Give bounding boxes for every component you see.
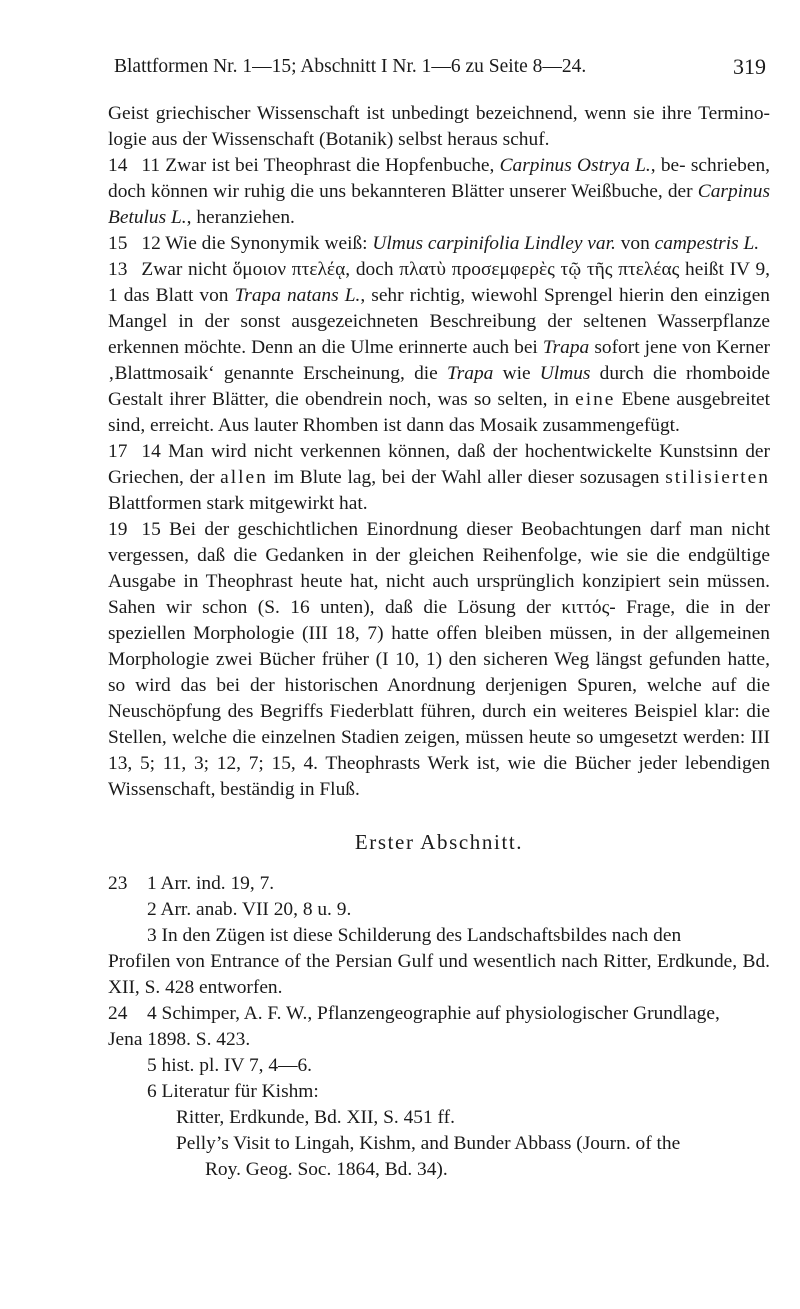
note-text: Ritter, Erdkunde, Bd. XII, S. 451 ff. — [176, 1107, 455, 1128]
line-marker: 15 — [108, 233, 128, 254]
note-6-ref-2 — [108, 1131, 770, 1157]
note-text: Jena 1898. S. 423. — [108, 1029, 251, 1050]
note-text: 1 Arr. ind. 19, 7. — [147, 873, 275, 894]
paragraph-text: 11 Zwar ist bei Theophrast die Hopfenbuche, Carpinus Ostrya L., be- schrieben, doch können wir ruhig die uns bekannteren Blätter unserer Weißbuche, der Carpinus Betulus L., heranziehen. — [108, 155, 770, 228]
paragraph-text: 15 Bei der geschichtlichen Einordnung dieser Beobachtungen darf man nicht vergessen, daß die Gedanken in der gleichen Reihenfolge, wie sie die endgültige Ausgabe in Theophrast heute hat, nicht auch ursprünglich konzipiert sein müssen. Sahen wir schon (S. 16 unten), daß die Lösung der κιττός- Frage, die in der speziellen Morphologie (III 18, 7) hatte offen bleiben müssen, in der allgemeinen Morphologie zwei Bücher früher (I 10, 1) den sicheren Weg längst gefunden hatte, so wird das bei der historischen Anordnung derjenigen Spuren, welche auf die Neuschöpfung des Begriffs Fiederblatt führen, durch ein weiteres Beispiel klar: die Stellen, welche die einzelnen Stadien zeigen, müssen heute so umgesetzt werden: III 13, 5; 11, 3; 12, 7; 15, 4. Theophrasts Werk ist, wie die Bücher jeder lebendigen Wissenschaft, beständig in Fluß. — [108, 519, 770, 800]
page-number: 319 — [733, 54, 766, 79]
paragraph-note-13 — [108, 257, 770, 439]
section-heading: Erster Abschnitt. — [354, 830, 524, 854]
paragraph-continuation — [108, 101, 770, 153]
paragraph-note-11 — [108, 153, 770, 231]
note-4 — [108, 1001, 770, 1027]
line-marker: 19 — [108, 519, 128, 540]
paragraph-note-12 — [108, 231, 770, 257]
page-body — [108, 101, 770, 1183]
line-marker: 14 — [108, 155, 128, 176]
note-3-continued — [108, 949, 770, 1001]
paragraph-note-14 — [108, 439, 770, 517]
note-text: Roy. Geog. Soc. 1864, Bd. 34). — [205, 1159, 448, 1180]
note-2 — [108, 897, 770, 923]
paragraph-text: 14 Man wird nicht verkennen können, daß der hochentwickelte Kunstsinn der Griechen, der allen im Blute lag, bei der Wahl aller dieser sozusagen stilisierten Blattformen stark mitgewirkt hat. — [108, 441, 770, 514]
note-text: 5 hist. pl. IV 7, 4—6. — [147, 1055, 313, 1076]
note-text: 2 Arr. anab. VII 20, 8 u. 9. — [147, 899, 352, 920]
paragraph-note-15 — [108, 517, 770, 803]
running-head-title: Blattformen Nr. 1—15; Abschnitt I Nr. 1—6 zu Seite 8—24. — [114, 56, 587, 77]
note-text: Pelly’s Visit to Lingah, Kishm, and Bunder Abbass (Journ. of the — [176, 1133, 681, 1154]
note-text: 6 Literatur für Kishm: — [147, 1081, 319, 1102]
note-6-ref-1 — [108, 1105, 770, 1131]
paragraph-text: Zwar nicht ὅμοιον πτελέᾳ, doch πλατὺ προσεμφερὲς τῷ τῆς πτελέας heißt IV 9, 1 das Blatt von Trapa natans L., sehr richtig, wiewohl Sprengel hierin den einzigen Mangel in der sonst ausgezeichneten Beschreibung der seltenen Wasserpflanze erkennen möchte. Denn an die Ulme erinnerte auch bei Trapa sofort jene von Kerner ‚Blattmosaik‘ genannte Erscheinung, die Trapa wie Ulmus durch die rhomboide Gestalt ihrer Blätter, die obendrein noch, was so selten, in eine Ebene ausgebreitet sind, erreicht. Aus lauter Rhomben ist dann das Mosaik zusammengefügt. — [108, 259, 771, 436]
note-3 — [108, 923, 770, 949]
note-4-continued — [108, 1027, 770, 1053]
note-text: Profilen von Entrance of the Persian Gulf und wesentlich nach Ritter, Erdkunde, Bd. XII, S. 428 entworfen. — [108, 951, 770, 998]
note-6-ref-2-continued — [108, 1157, 770, 1183]
note-text: 3 In den Zügen ist diese Schilderung des Landschaftsbildes nach den — [147, 925, 682, 946]
line-marker: 23 — [108, 873, 128, 894]
line-marker: 13 — [108, 259, 128, 280]
running-head — [114, 56, 766, 86]
paragraph-text: 12 Wie die Synonymik weiß: Ulmus carpinifolia Lindley var. von campestris L. — [141, 233, 760, 254]
note-1 — [108, 871, 770, 897]
note-text: 4 Schimper, A. F. W., Pflanzengeographie auf physiologischer Grundlage, — [147, 1003, 720, 1024]
line-marker: 17 — [108, 441, 128, 462]
line-marker: 24 — [108, 1003, 128, 1024]
note-5 — [108, 1053, 770, 1079]
note-6 — [108, 1079, 770, 1105]
paragraph-text: Geist griechischer Wissenschaft ist unbedingt bezeichnend, wenn sie ihre Termino- logie aus der Wissenschaft (Botanik) selbst heraus schuf. — [108, 103, 770, 150]
